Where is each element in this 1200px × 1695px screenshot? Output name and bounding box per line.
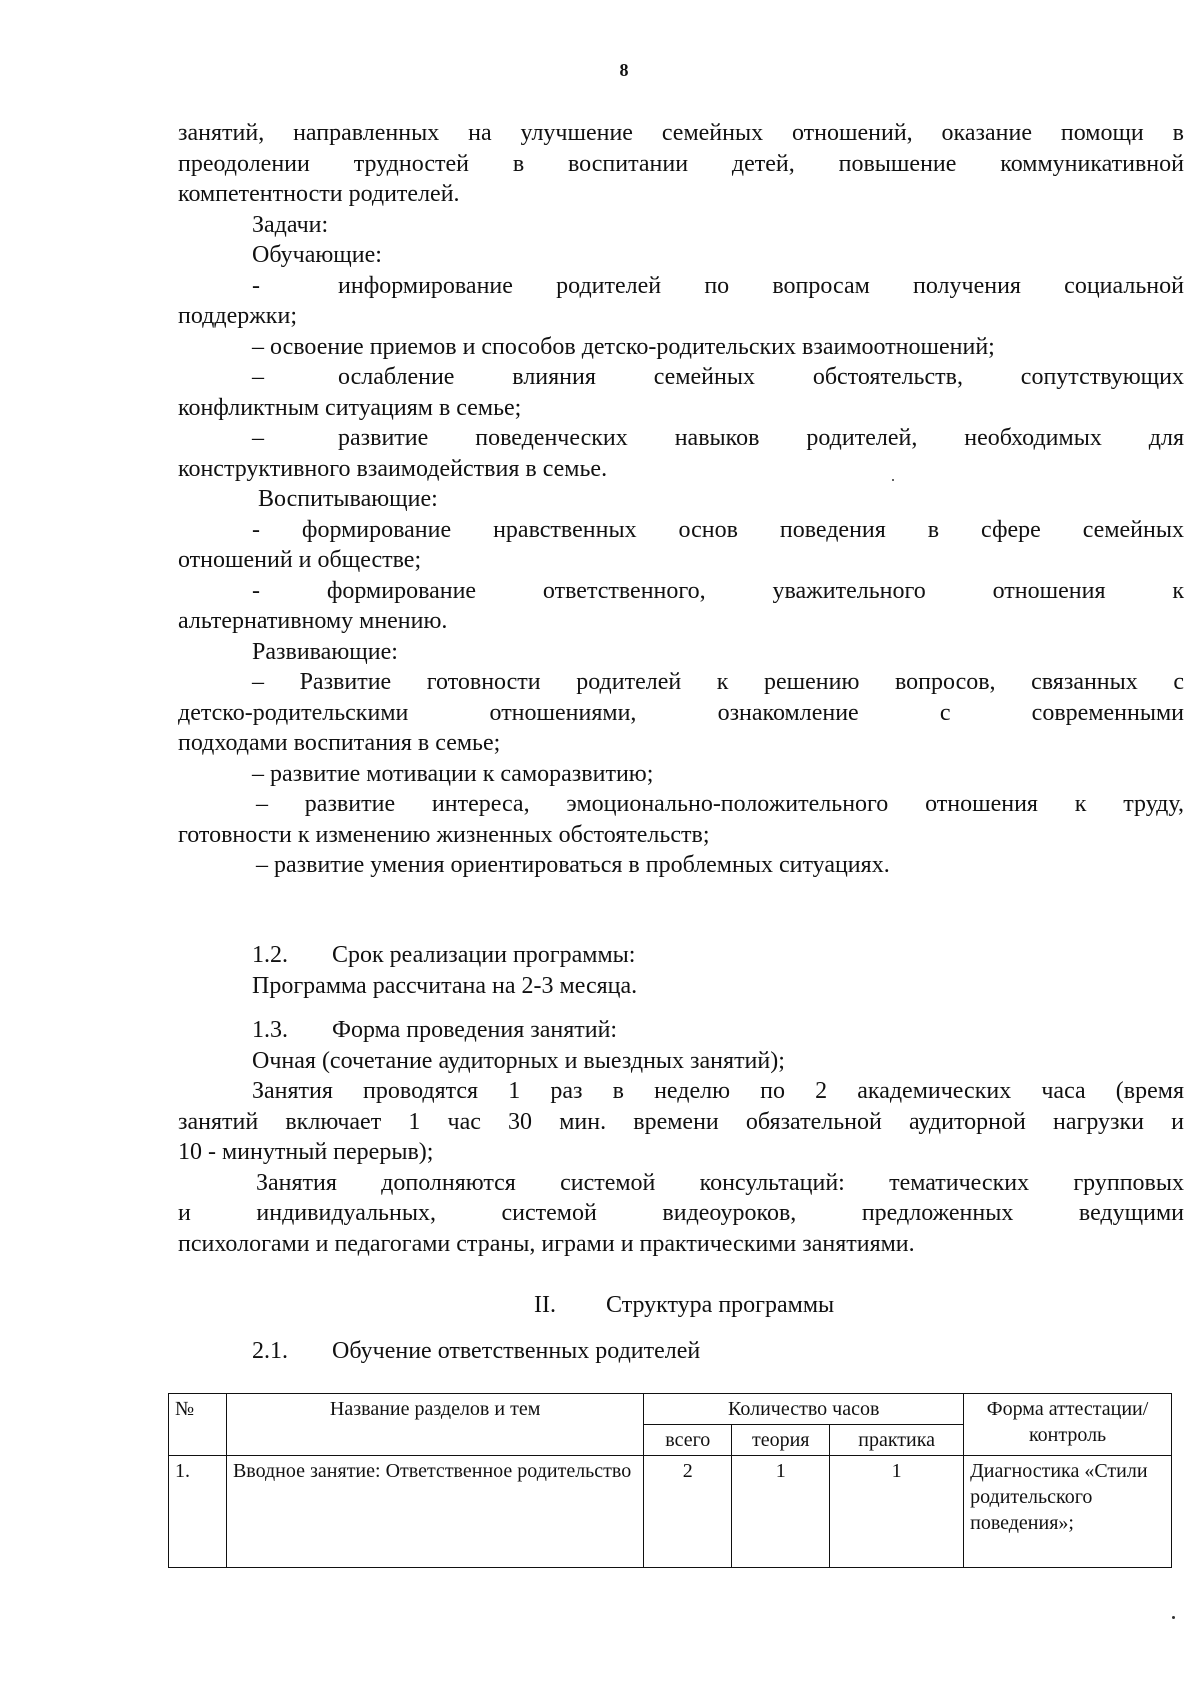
text-line: детско-родительскими отношениями, ознакомление с современными — [178, 699, 1184, 726]
row-name: Вводное занятие: Ответственное родительство — [226, 1456, 643, 1568]
teaching-label: Обучающие: — [252, 242, 382, 268]
section-title: Обучение ответственных родителей — [332, 1338, 701, 1364]
header-total: всего — [644, 1425, 732, 1456]
text-line: Очная (сочетание аудиторных и выездных занятий); — [252, 1047, 785, 1074]
header-num: № — [169, 1394, 227, 1456]
teaching-item — [178, 423, 1184, 454]
text-line: информирование родителей по вопросам получения социальной — [338, 272, 1184, 299]
scan-speck — [892, 479, 894, 481]
section-heading — [178, 1290, 1184, 1321]
page-number: 8 — [619, 60, 629, 80]
section-title: Срок реализации программы: — [332, 942, 636, 968]
text-line: готовности к изменению жизненных обстоятельств; — [178, 821, 710, 848]
header-hours: Количество часов — [644, 1394, 964, 1425]
text-line: и индивидуальных, системой видеоуроков, предложенных ведущими — [178, 1200, 1184, 1226]
row-total: 2 — [644, 1456, 732, 1568]
section-heading — [178, 1336, 1184, 1367]
section-heading — [178, 940, 1184, 971]
developing-label: Развивающие: — [252, 638, 398, 665]
text-line: Программа рассчитана на 2-3 месяца. — [252, 972, 638, 999]
text-line: Занятия дополняются системой консультаций: тематических групповых — [256, 1169, 1184, 1196]
row-num: 1. — [169, 1456, 227, 1568]
developing-item: – развитие мотивации к саморазвитию; — [252, 760, 654, 787]
table-header-row — [169, 1394, 1172, 1425]
text-line: поддержки; — [178, 303, 297, 329]
section-1-3 — [178, 1015, 1184, 1259]
text-line: преодолении трудностей в воспитании детей, повышение коммуникативной — [178, 150, 1184, 177]
row-practice: 1 — [830, 1456, 964, 1568]
educating-item: - формирование ответственного, уважительного отношения к — [252, 577, 1184, 604]
text-line: занятий, направленных на улучшение семейных отношений, оказание помощи в — [178, 120, 1184, 146]
section-number: 1.2. — [252, 942, 288, 968]
section-2-heading — [178, 1290, 1184, 1321]
section-heading — [178, 1015, 1184, 1046]
header-theory: теория — [732, 1425, 830, 1456]
section-title: Структура программы — [606, 1292, 835, 1318]
text-line: конфликтным ситуациям в семье; — [178, 394, 522, 421]
row-theory: 1 — [732, 1456, 830, 1568]
teaching-item — [178, 362, 1184, 393]
header-practice: практика — [830, 1425, 964, 1456]
text-line: альтернативному мнению. — [178, 608, 448, 634]
text-line: занятий включает 1 час 30 мин. времени обязательной аудиторной нагрузки и — [178, 1108, 1184, 1135]
table-row — [169, 1456, 1172, 1568]
teaching-item — [178, 271, 1184, 302]
row-form: Диагностика «Стили родительского поведения»; — [964, 1456, 1172, 1568]
scan-speck — [1172, 1616, 1175, 1619]
text-line: конструктивного взаимодействия в семье. — [178, 455, 608, 482]
text-line: компетентности родителей. — [178, 181, 460, 207]
header-name: Название разделов и тем — [226, 1394, 643, 1456]
intro-paragraph — [178, 118, 1184, 881]
developing-item: – развитие интереса, эмоционально-положительного отношения к труду, — [256, 791, 1184, 817]
program-table — [168, 1393, 1172, 1568]
developing-item: – развитие умения ориентироваться в проблемных ситуациях. — [256, 852, 890, 878]
section-1-2 — [178, 940, 1184, 1001]
section-number: II. — [534, 1292, 556, 1318]
section-2-1 — [178, 1336, 1184, 1367]
text-line: подходами воспитания в семье; — [178, 730, 501, 756]
section-title: Форма проведения занятий: — [332, 1017, 618, 1043]
text-line: отношений и обществе; — [178, 547, 422, 573]
text-line: Занятия проводятся 1 раз в неделю по 2 академических часа (время — [252, 1078, 1184, 1104]
text-line: развитие поведенческих навыков родителей, необходимых для — [338, 425, 1184, 451]
section-number: 2.1. — [252, 1338, 288, 1364]
text-line: ослабление влияния семейных обстоятельств, сопутствующих — [338, 364, 1184, 390]
developing-item: – Развитие готовности родителей к решению вопросов, связанных с — [252, 669, 1184, 695]
tasks-label: Задачи: — [252, 211, 329, 238]
bullet-dash: – — [252, 425, 264, 451]
bullet-dash: – — [252, 364, 264, 390]
educating-item: - формирование нравственных основ поведения в сфере семейных — [252, 516, 1184, 543]
teaching-item: – освоение приемов и способов детско-родительских взаимоотношений; — [252, 333, 995, 360]
bullet-dash: - — [252, 272, 260, 299]
section-number: 1.3. — [252, 1017, 288, 1043]
header-form: Форма аттестации/ контроль — [964, 1394, 1172, 1456]
text-line: 10 - минутный перерыв); — [178, 1139, 434, 1165]
text-line: психологами и педагогами страны, играми и практическими занятиями. — [178, 1230, 915, 1257]
educating-label: Воспитывающие: — [258, 486, 438, 512]
